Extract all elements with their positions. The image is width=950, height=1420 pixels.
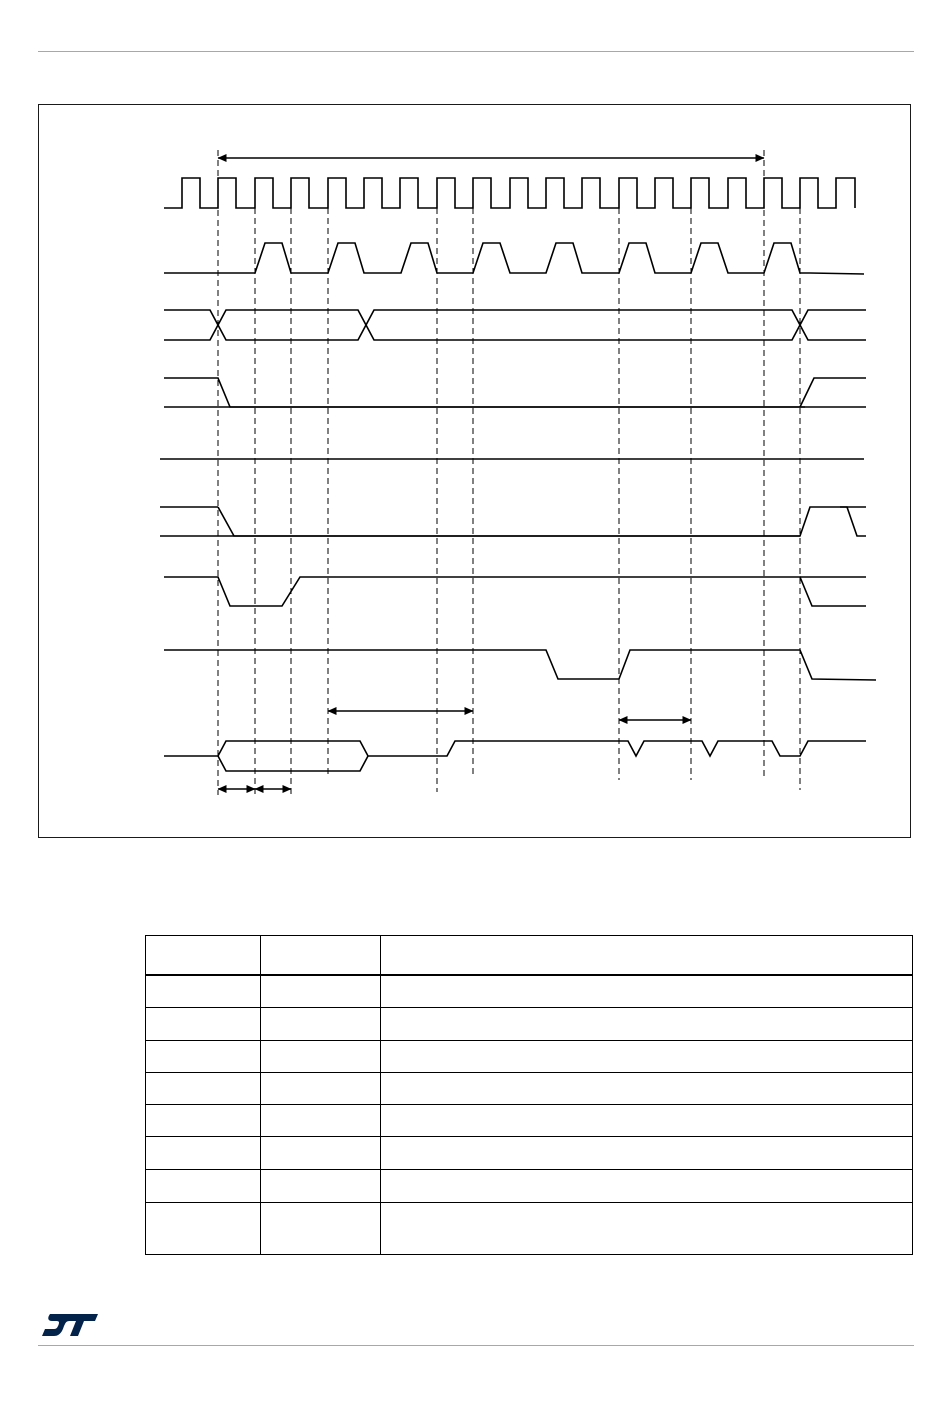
table-header-divider <box>146 974 912 976</box>
control-waveform-4 <box>164 650 876 680</box>
control-waveform-2 <box>218 507 866 536</box>
footer-rule <box>38 1345 914 1346</box>
table-row-divider <box>146 1202 912 1203</box>
control-waveform-1-rise <box>800 378 866 407</box>
clock-waveform <box>164 178 855 208</box>
table-row-divider <box>146 1040 912 1041</box>
table-row-divider <box>146 1104 912 1105</box>
reference-dashed-lines <box>218 150 800 795</box>
data-bus-waveform <box>164 741 866 771</box>
table-row-divider <box>146 1072 912 1073</box>
parameter-table <box>145 935 913 1255</box>
control-waveform-1 <box>164 378 805 407</box>
table-row-divider <box>146 1007 912 1008</box>
bus-waveform-1 <box>164 310 866 340</box>
table-row-divider <box>146 1169 912 1170</box>
table-row-divider <box>146 1136 912 1137</box>
table-column-divider <box>380 936 381 1254</box>
control-waveform-3 <box>164 577 866 606</box>
pulse-waveform <box>164 243 864 274</box>
st-logo <box>40 1312 100 1338</box>
table-column-divider <box>260 936 261 1254</box>
